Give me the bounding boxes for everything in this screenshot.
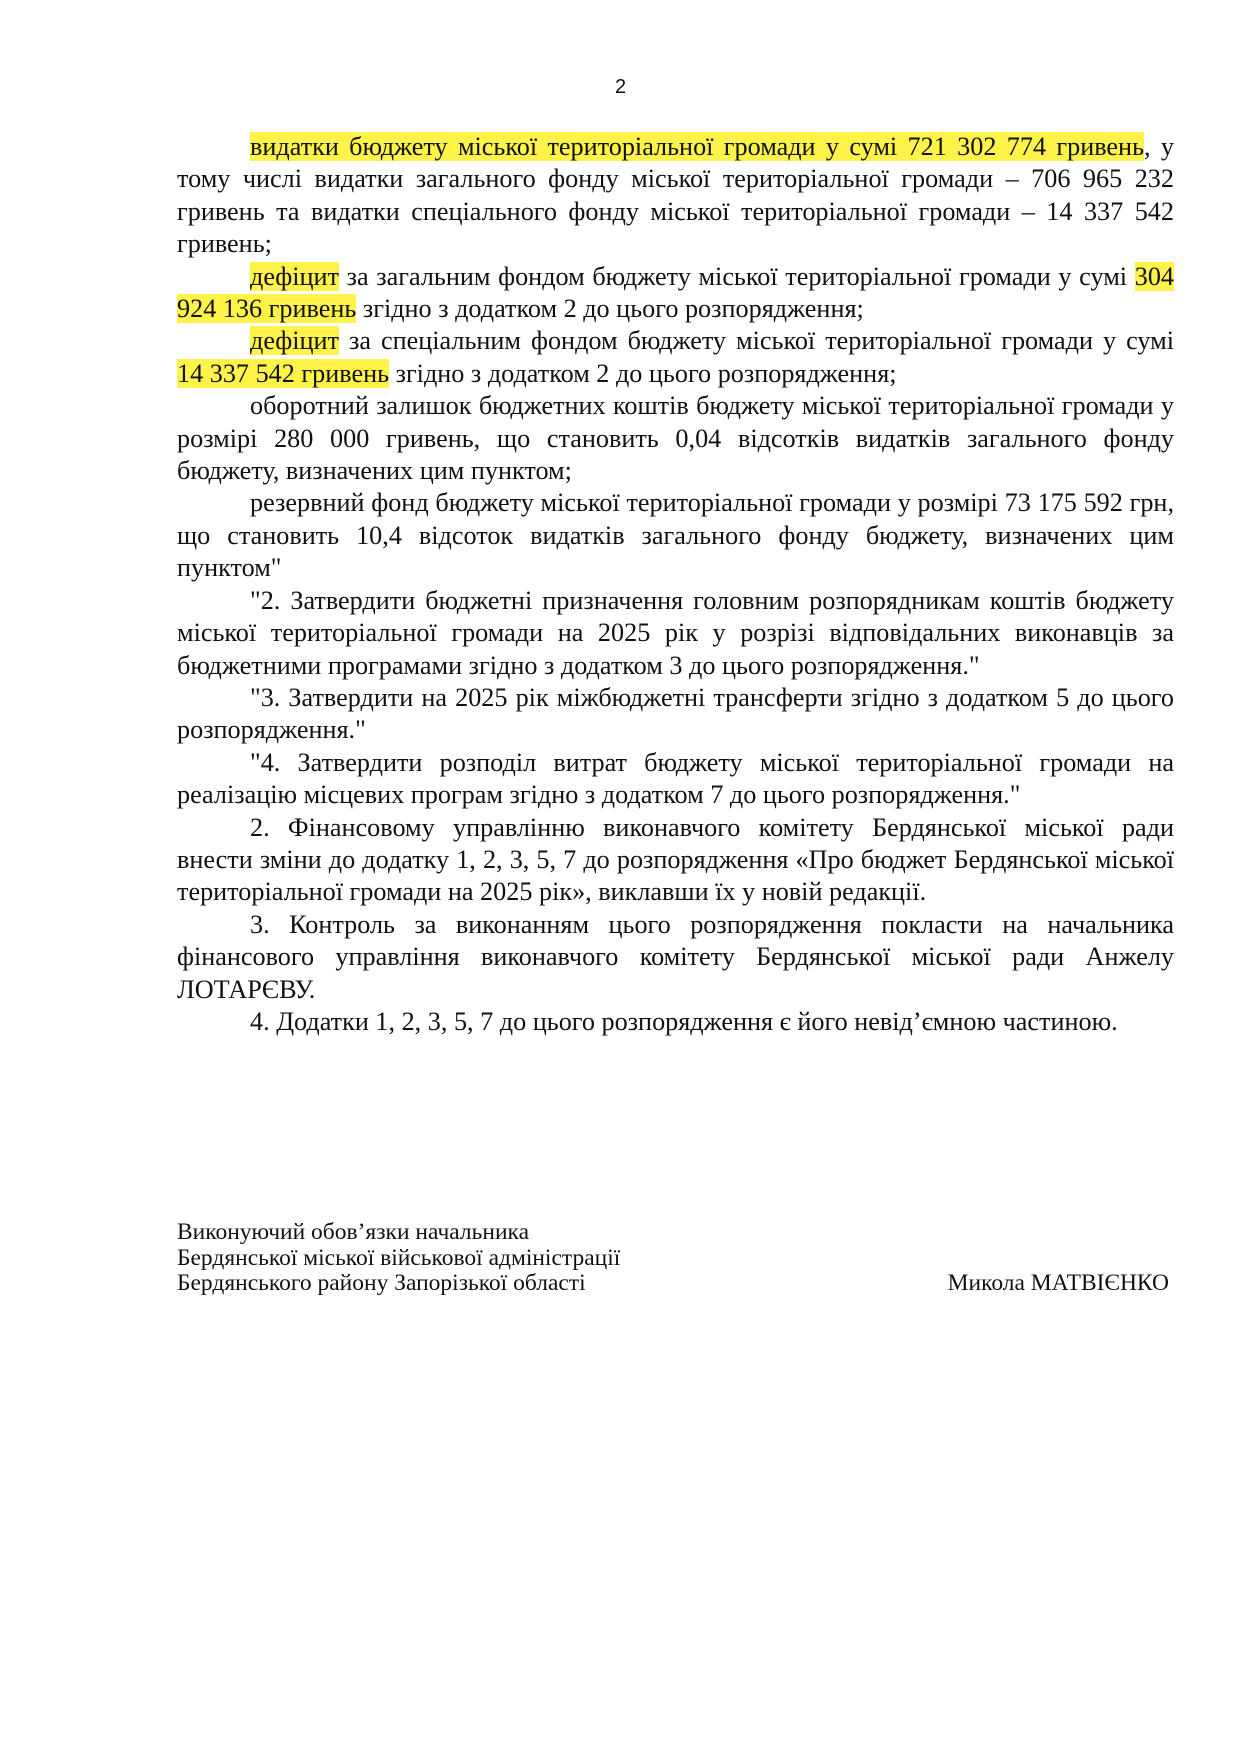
highlighted-amount: 304 924 136 гривень bbox=[177, 261, 1174, 324]
paragraph-text: за спеціальним фондом бюджету міської територіальної громади у сумі bbox=[338, 326, 1174, 356]
page-number: 2 bbox=[614, 76, 627, 98]
paragraph-text: за загальним фондом бюджету міської територіальної громади у сумі bbox=[338, 261, 1135, 291]
paragraph-working-balance: оборотний залишок бюджетних коштів бюджету міської територіальної громади у розмірі 280 000 гривень, що становить 0,04 відсотків видатків загального фонду бюджету, визначених цим пунктом; bbox=[177, 391, 1174, 486]
paragraph-annexes: 4. Додатки 1, 2, 3, 5, 7 до цього розпорядження є його невід’ємною частиною. bbox=[250, 1006, 1118, 1036]
highlighted-amount: 14 337 542 гривень bbox=[177, 358, 390, 388]
highlighted-text: дефіцит bbox=[250, 326, 339, 356]
signature-title-line-3: Бердянського району Запорізької області bbox=[177, 1270, 586, 1296]
paragraph-special-fund-deficit bbox=[177, 325, 1174, 390]
highlighted-text: видатки бюджету міської територіальної громади у сумі 721 302 774 гривень bbox=[250, 132, 1145, 161]
paragraph-text: згідно з додатком 2 до цього розпорядження; bbox=[389, 358, 897, 388]
signatory-name: Микола МАТВІЄНКО bbox=[947, 1270, 1169, 1296]
highlighted-text: дефіцит bbox=[250, 261, 339, 291]
paragraph-text: згідно з додатком 2 до цього розпорядження; bbox=[356, 294, 864, 324]
paragraph-reserve-fund: резервний фонд бюджету міської територіальної громади у розмірі 73 175 592 грн, що становить 10,4 відсоток видатків загального фонду бюджету, визначених цим пунктом" bbox=[177, 488, 1174, 583]
document-body bbox=[177, 131, 1174, 1038]
paragraph-text: , у тому числі видатки загального фонду міської територіальної громади – 706 965 232 гривень та видатки спеціального фонду міської територіальної громади – 14 337 542 гривень; bbox=[177, 132, 1174, 259]
paragraph-general-fund-deficit bbox=[177, 261, 1174, 326]
signature-title-line-2: Бердянської міської військової адміністрації bbox=[177, 1244, 621, 1271]
signature-block bbox=[177, 1220, 1177, 1297]
paragraph-item-3: "3. Затвердити на 2025 рік міжбюджетні трансферти згідно з додатком 5 до цього розпорядження." bbox=[177, 682, 1174, 745]
paragraph-control: 3. Контроль за виконанням цього розпорядження покласти на начальника фінансового управління виконавчого комітету Бердянської міської ради Анжелу ЛОТАРЄВУ. bbox=[177, 909, 1174, 1004]
paragraph-financial-department: 2. Фінансовому управлінню виконавчого комітету Бердянської міської ради внести зміни до додатку 1, 2, 3, 5, 7 до розпорядження «Про бюджет Бердянської міської територіальної громади на 2025 рік», виклавши їх у новій редакції. bbox=[177, 812, 1174, 907]
paragraph-item-2: "2. Затвердити бюджетні призначення головним розпорядникам коштів бюджету міської територіальної громади на 2025 рік у розрізі відповідальних виконавців за бюджетними програмами згідно з додатком 3 до цього розпорядження." bbox=[177, 585, 1174, 680]
signature-title-line-1: Виконуючий обов’язки начальника bbox=[177, 1219, 530, 1245]
paragraph-item-4: "4. Затвердити розподіл витрат бюджету міської територіальної громади на реалізацію місцевих програм згідно з додатком 7 до цього розпорядження." bbox=[177, 747, 1174, 810]
paragraph-expenditures bbox=[177, 131, 1174, 261]
